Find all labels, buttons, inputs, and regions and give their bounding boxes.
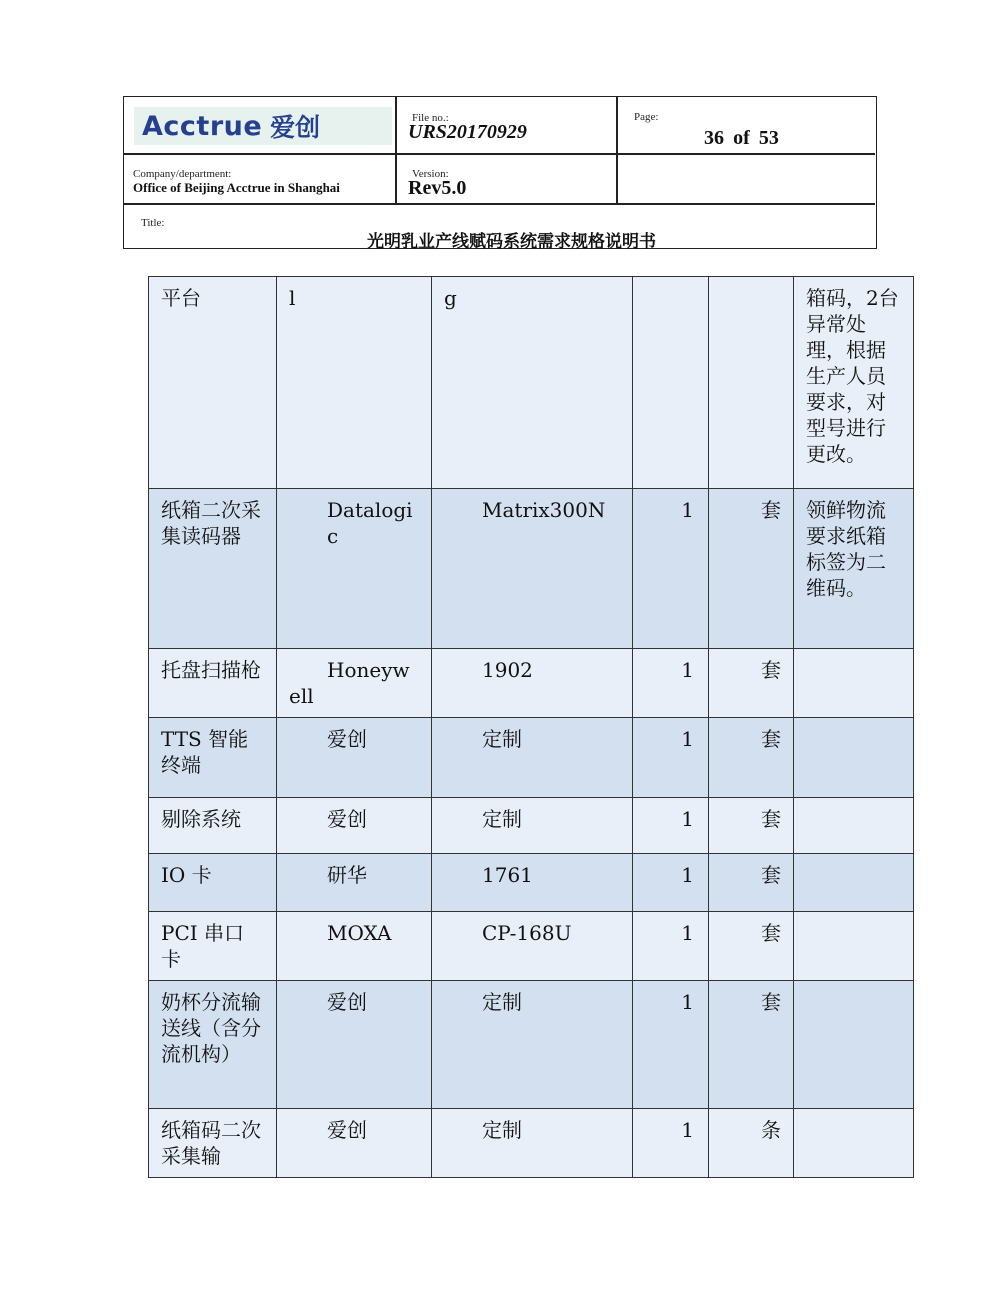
cell-name: 纸箱码二次采集输 (149, 1109, 277, 1178)
table-row (149, 489, 914, 649)
cell-brand: 爱创 (277, 981, 432, 1109)
table-row (149, 718, 914, 798)
table-row (149, 277, 914, 489)
cell-unit: 套 (709, 489, 794, 649)
page-current: 36 (704, 127, 724, 149)
cell-name: 平台 (149, 277, 277, 489)
company-label: Company/department: (133, 168, 232, 180)
cell-unit: 套 (709, 798, 794, 854)
table-row (149, 981, 914, 1109)
cell-model: g (432, 277, 633, 489)
file-no-value: URS20170929 (408, 121, 527, 143)
cell-unit (709, 277, 794, 489)
cell-brand: l (277, 277, 432, 489)
cell-unit: 套 (709, 981, 794, 1109)
cell-brand: 研华 (277, 854, 432, 912)
cell-note (794, 1109, 914, 1178)
title-label: Title: (141, 217, 165, 229)
version-value: Rev5.0 (408, 177, 467, 199)
cell-name: IO 卡 (149, 854, 277, 912)
table-row (149, 1109, 914, 1178)
cell-brand: 爱创 (277, 798, 432, 854)
cell-brand: Honeywell (277, 649, 432, 718)
document-header (123, 96, 877, 252)
cell-qty: 1 (633, 854, 709, 912)
cell-model: Matrix300N (432, 489, 633, 649)
version-label: Version: (412, 168, 449, 180)
cell-model: CP-168U (432, 912, 633, 981)
equipment-table (148, 276, 914, 1178)
cell-brand: 爱创 (277, 1109, 432, 1178)
cell-note (794, 981, 914, 1109)
company-logo (134, 107, 392, 145)
cell-unit: 套 (709, 854, 794, 912)
cell-brand: Datalogic (277, 489, 432, 649)
cell-model: 定制 (432, 798, 633, 854)
document-title: 光明乳业产线赋码系统需求规格说明书 (367, 232, 656, 252)
cell-model: 1761 (432, 854, 633, 912)
cell-model: 1902 (432, 649, 633, 718)
cell-note (794, 718, 914, 798)
cell-note (794, 798, 914, 854)
cell-qty (633, 277, 709, 489)
cell-name: 托盘扫描枪 (149, 649, 277, 718)
header-divider (124, 153, 875, 155)
cell-qty: 1 (633, 912, 709, 981)
cell-note (794, 912, 914, 981)
header-divider (616, 97, 618, 203)
cell-brand: MOXA (277, 912, 432, 981)
cell-note: 领鲜物流要求纸箱标签为二维码。 (794, 489, 914, 649)
header-divider (395, 97, 397, 203)
cell-name: TTS 智能终端 (149, 718, 277, 798)
page-number (704, 127, 779, 150)
cell-unit: 套 (709, 912, 794, 981)
cell-model: 定制 (432, 981, 633, 1109)
cell-unit: 套 (709, 718, 794, 798)
cell-qty: 1 (633, 649, 709, 718)
table-row (149, 798, 914, 854)
table-row (149, 854, 914, 912)
cell-unit: 条 (709, 1109, 794, 1178)
page-of: of (733, 127, 750, 149)
cell-qty: 1 (633, 489, 709, 649)
cell-qty: 1 (633, 798, 709, 854)
cell-name: PCI 串口卡 (149, 912, 277, 981)
cell-unit: 套 (709, 649, 794, 718)
cell-note (794, 649, 914, 718)
cell-name: 奶杯分流输送线（含分流机构） (149, 981, 277, 1109)
logo-chinese: 爱创 (270, 113, 321, 142)
logo-wordmark: Acctrue (142, 110, 263, 142)
page-label: Page: (634, 111, 659, 123)
cell-note: 箱码，2台异常处理，根据生产人员要求，对型号进行更改。 (794, 277, 914, 489)
cell-model: 定制 (432, 718, 633, 798)
file-no-label: File no.: (412, 112, 449, 124)
company-value: Office of Beijing Acctrue in Shanghai (133, 180, 340, 195)
table-row (149, 649, 914, 718)
cell-brand: 爱创 (277, 718, 432, 798)
cell-note (794, 854, 914, 912)
cell-name: 纸箱二次采集读码器 (149, 489, 277, 649)
cell-qty: 1 (633, 1109, 709, 1178)
cell-model: 定制 (432, 1109, 633, 1178)
cell-qty: 1 (633, 981, 709, 1109)
table-row (149, 912, 914, 981)
page-total: 53 (758, 127, 779, 149)
cell-name: 剔除系统 (149, 798, 277, 854)
cell-qty: 1 (633, 718, 709, 798)
header-divider (124, 203, 875, 205)
